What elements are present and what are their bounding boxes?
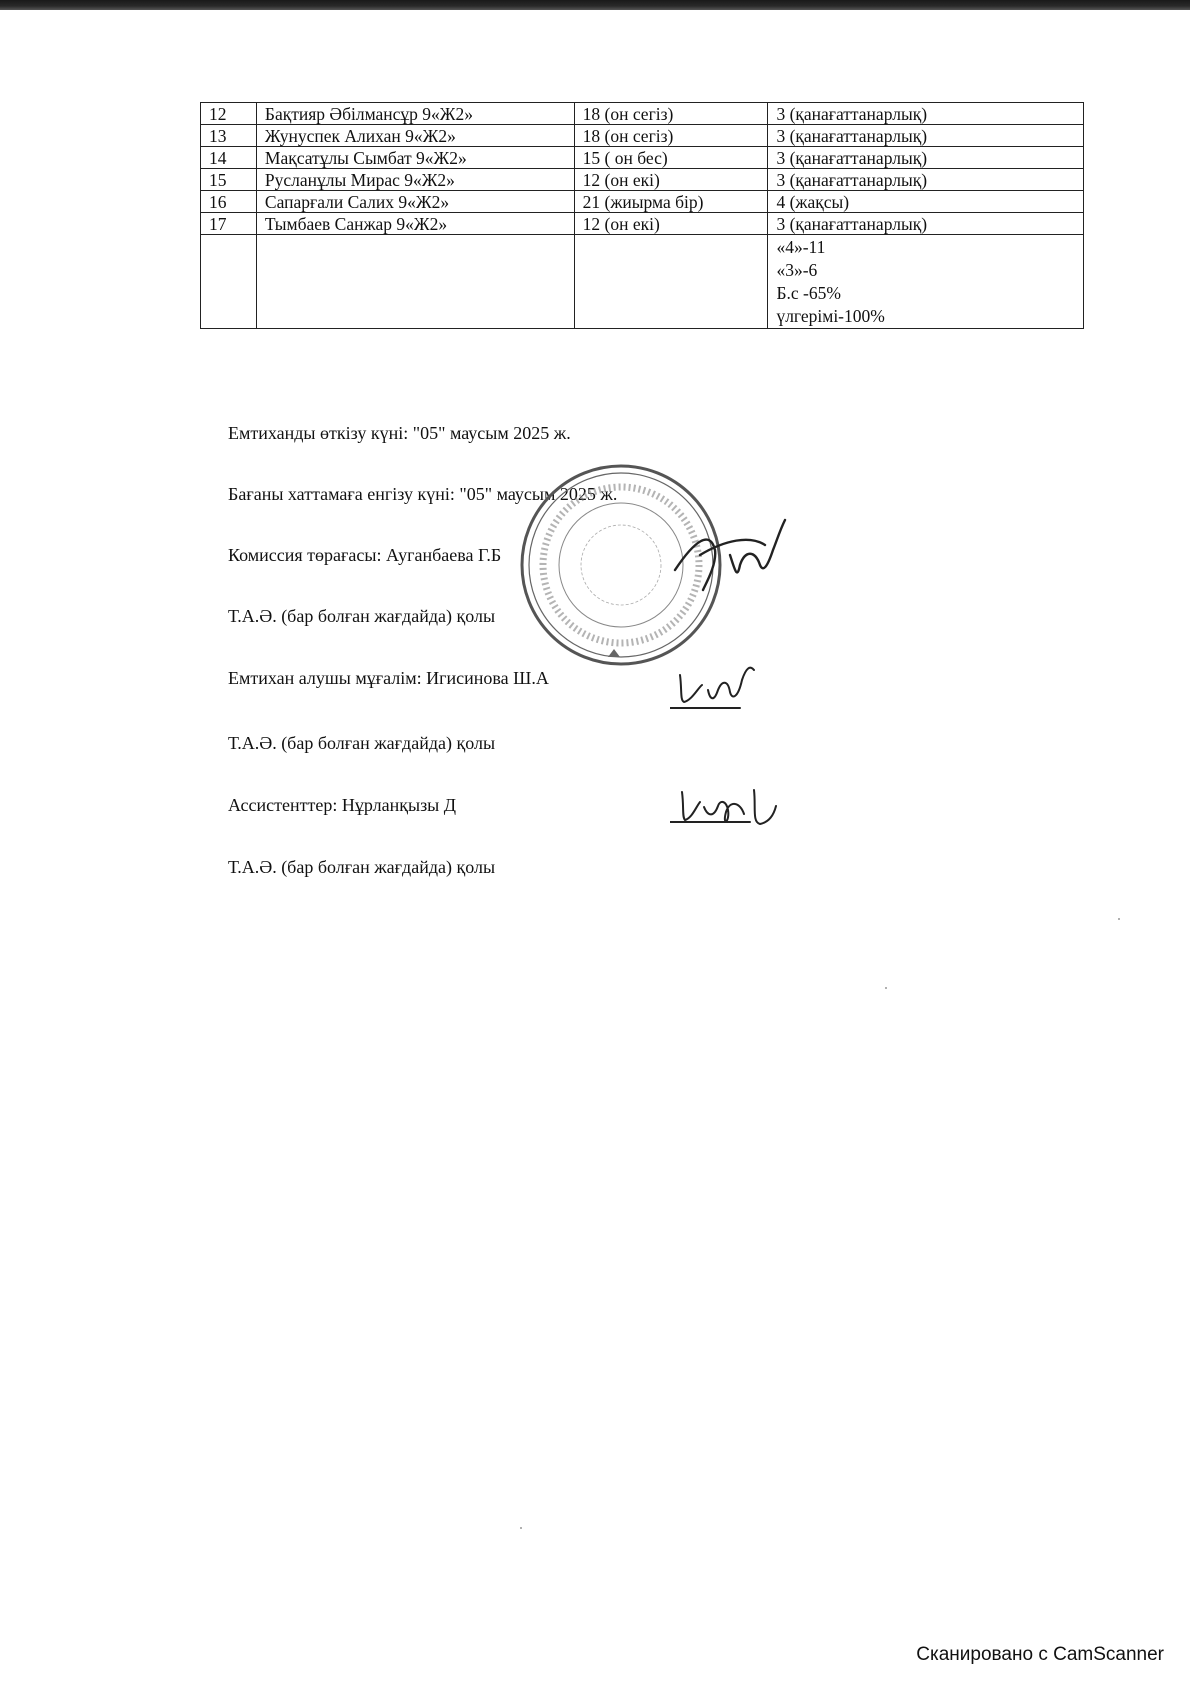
grade: 3 (қанағаттанарлық) [768,147,1084,169]
table-row [201,169,1084,191]
student-name: Жунуспек Алихан 9«Ж2» [256,125,574,147]
grade: 3 (қанағаттанарлық) [768,103,1084,125]
grade-summary [768,235,1084,329]
student-name: Бақтияр Әбілмансұр 9«Ж2» [256,103,574,125]
empty-cell [201,235,257,329]
student-name: Мақсатұлы Сымбат 9«Ж2» [256,147,574,169]
chairman-signature [655,510,795,600]
student-name: Тымбаев Санжар 9«Ж2» [256,213,574,235]
summary-quality: Б.с -65% [776,283,841,303]
row-number: 16 [201,191,257,213]
row-number: 12 [201,103,257,125]
empty-cell [574,235,768,329]
assistant-signature [670,782,790,842]
grade: 3 (қанағаттанарлық) [768,213,1084,235]
row-number: 13 [201,125,257,147]
table-row [201,213,1084,235]
score: 12 (он екі) [574,169,768,191]
table-row [201,103,1084,125]
entry-date: Бағаны хаттамаға енгізу күні: "05" маусым 2025 ж. [228,484,618,504]
summary-count-3: «3»-6 [776,260,818,280]
assistants: Ассистенттер: Нұрланқызы Д [228,795,457,815]
grade: 4 (жақсы) [768,191,1084,213]
scan-speck [885,987,887,989]
exam-date: Емтиханды өткізу күні: "05" маусым 2025 ж. [228,423,571,443]
results-table [200,102,1084,329]
signature-caption: Т.А.Ә. (бар болған жағдайда) қолы [228,857,496,877]
signature-caption: Т.А.Ә. (бар болған жағдайда) қолы [228,733,496,753]
commission-chairman: Комиссия төрағасы: Ауганбаева Г.Б [228,545,502,565]
exam-teacher: Емтихан алушы мұғалім: Игисинова Ш.А [228,668,549,688]
score: 21 (жиырма бір) [574,191,768,213]
score: 18 (он сегіз) [574,103,768,125]
summary-count-4: «4»-11 [776,237,826,257]
table-row [201,147,1084,169]
scan-top-edge [0,0,1190,10]
signature-caption: Т.А.Ә. (бар болған жағдайда) қолы [228,606,496,626]
grade: 3 (қанағаттанарлық) [768,169,1084,191]
row-number: 17 [201,213,257,235]
empty-cell [256,235,574,329]
score: 18 (он сегіз) [574,125,768,147]
scan-speck [1118,918,1120,920]
teacher-signature [670,660,770,720]
summary-progress: үлгерімі-100% [776,306,885,326]
scanner-watermark: Сканировано с CamScanner [916,1644,1164,1665]
score: 15 ( он бес) [574,147,768,169]
table-row [201,125,1084,147]
score: 12 (он екі) [574,213,768,235]
grade: 3 (қанағаттанарлық) [768,125,1084,147]
student-name: Сапарғали Салих 9«Ж2» [256,191,574,213]
student-name: Русланұлы Мирас 9«Ж2» [256,169,574,191]
row-number: 14 [201,147,257,169]
table-row [201,191,1084,213]
scan-speck [520,1527,522,1529]
row-number: 15 [201,169,257,191]
summary-row [201,235,1084,329]
